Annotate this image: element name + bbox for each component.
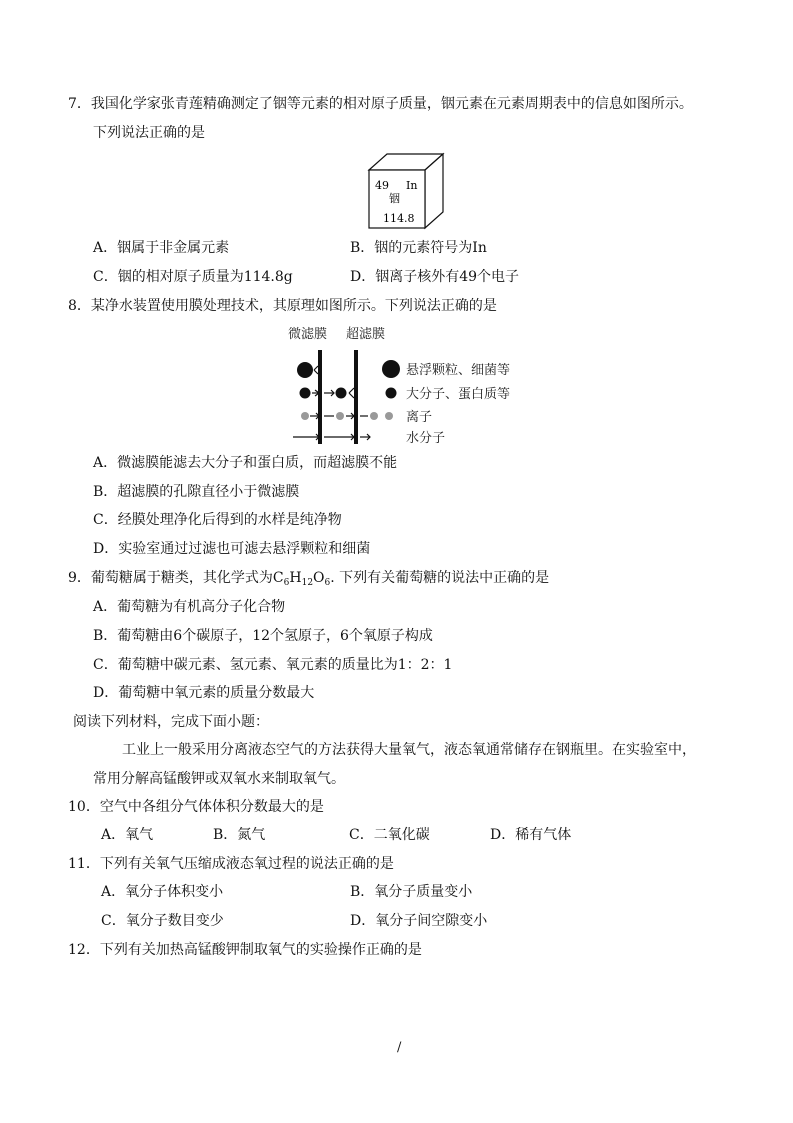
ultra-membrane-label: 超滤膜: [346, 327, 386, 342]
q10-option-c: C．二氧化碳: [349, 827, 430, 843]
reading-paragraph-line1: 工业上一般采用分离液态空气的方法获得大量氧气，液态氧通常储存在钢瓶里。在实验室中，: [122, 742, 696, 758]
membrane-figure: [288, 322, 538, 446]
q7-option-c: C．铟的相对原子质量为114.8g: [93, 269, 293, 285]
cell-mass: 114.8: [383, 212, 415, 225]
q9-option-c: C．葡萄糖中碳元素、氢元素、氧元素的质量比为1：2：1: [93, 657, 453, 673]
q9-stem-suffix: . 下列有关葡萄糖的说法中正确的是: [330, 570, 550, 586]
q9-option-b: B．葡萄糖由6个碳原子，12个氢原子，6个氧原子构成: [93, 628, 433, 644]
element-cell-figure: [365, 150, 447, 232]
glucose-formula: $C_6H_{12}O_6$: [272, 570, 331, 588]
q7-stem-line1: 7．我国化学家张青莲精确测定了铟等元素的相对原子质量，铟元素在元素周期表中的信息如图所示。: [68, 96, 693, 112]
legend-water: 水分子: [406, 431, 446, 446]
q8-option-b: B．超滤膜的孔隙直径小于微滤膜: [93, 484, 300, 500]
q10-option-d: D．稀有气体: [490, 827, 572, 843]
q12-stem: 12．下列有关加热高锰酸钾制取氧气的实验操作正确的是: [68, 942, 422, 958]
cell-name: 铟: [389, 192, 400, 205]
q10-stem: 10．空气中各组分气体体积分数最大的是: [68, 799, 324, 815]
reading-paragraph-line2: 常用分解高锰酸钾或双氧水来制取氧气。: [93, 771, 345, 787]
q7-option-b: B．铟的元素符号为In: [350, 240, 487, 256]
cell-symbol: In: [406, 179, 418, 192]
q11-option-c: C．氧分子数目变少: [101, 913, 224, 929]
q8-stem: 8．某净水装置使用膜处理技术，其原理如图所示。下列说法正确的是: [68, 298, 497, 314]
q8-option-c: C．经膜处理净化后得到的水样是纯净物: [93, 512, 342, 528]
q7-option-d: D．铟离子核外有49个电子: [350, 269, 520, 285]
q9-option-d: D．葡萄糖中氧元素的质量分数最大: [93, 685, 315, 701]
q9-stem: [68, 568, 549, 588]
q11-option-d: D．氧分子间空隙变小: [350, 913, 488, 929]
reading-intro: 阅读下列材料，完成下面小题：: [73, 714, 269, 730]
q11-stem: 11．下列有关氧气压缩成液态氧过程的说法正确的是: [68, 856, 394, 872]
q7-option-a: A．铟属于非金属元素: [93, 240, 230, 256]
legend-ion: 离子: [406, 410, 433, 425]
q10-option-b: B．氮气: [213, 827, 266, 843]
q9-option-a: A．葡萄糖为有机高分子化合物: [93, 599, 286, 615]
q10-option-a: A．氧气: [101, 827, 154, 843]
cell-atomic-number: 49: [375, 179, 389, 192]
page-footer-mark: /: [397, 1040, 402, 1055]
micro-membrane-label: 微滤膜: [288, 327, 328, 342]
q7-stem-line2: 下列说法正确的是: [93, 125, 205, 141]
legend-suspended: 悬浮颗粒、细菌等: [406, 363, 511, 378]
q8-option-a: A．微滤膜能滤去大分子和蛋白质，而超滤膜不能: [93, 455, 398, 471]
q8-option-d: D．实验室通过过滤也可滤去悬浮颗粒和细菌: [93, 541, 371, 557]
q9-stem-prefix: 9．葡萄糖属于糖类，其化学式为: [68, 570, 273, 586]
legend-macromolecule: 大分子、蛋白质等: [406, 387, 511, 402]
q11-option-b: B．氧分子质量变小: [350, 884, 473, 900]
q11-option-a: A．氧分子体积变小: [101, 884, 224, 900]
